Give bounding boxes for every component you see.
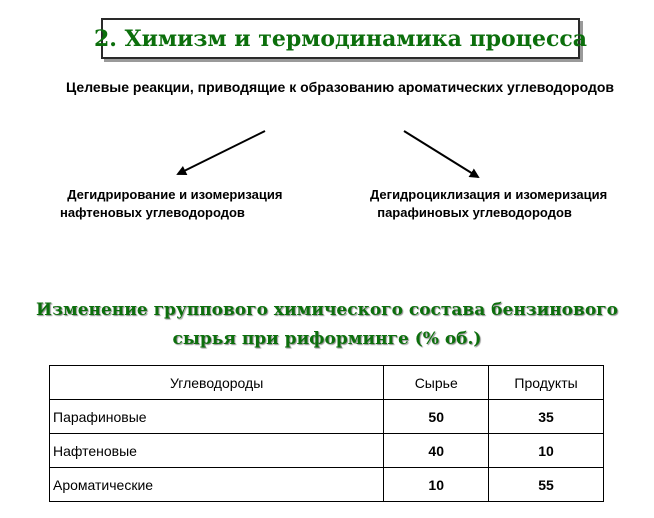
title-box (93, 18, 588, 59)
arrow-right (404, 131, 478, 177)
table-row (50, 434, 604, 468)
header-raw: Сырье (384, 366, 489, 400)
table-caption-line2: сырья при риформинге (% об.) (172, 329, 482, 349)
row-name: Нафтеновые (50, 434, 384, 468)
header-products: Продукты (489, 366, 604, 400)
header-hydrocarbons: Углеводороды (50, 366, 384, 400)
page-title: 2. Химизм и термодинамика процесса (93, 25, 588, 52)
composition-table (49, 365, 604, 502)
row-raw: 40 (384, 434, 489, 468)
row-raw: 10 (384, 468, 489, 502)
intro-text: Целевые реакции, приводящие к образованию ароматических углеводородов (66, 79, 614, 95)
table-caption-line1: Изменение группового химического состава бензинового (36, 300, 618, 320)
branch-right-text: Дегидроциклизация и изомеризация парафиновых углеводородов (370, 187, 608, 220)
branch-left-text: Дегидрирование и изомеризация нафтеновых углеводородов (60, 187, 283, 220)
row-products: 55 (489, 468, 604, 502)
arrow-left (178, 131, 265, 174)
table-caption (0, 296, 654, 354)
table-header-row (50, 366, 604, 400)
row-name: Парафиновые (50, 400, 384, 434)
table-row (50, 468, 604, 502)
row-raw: 50 (384, 400, 489, 434)
row-name: Ароматические (50, 468, 384, 502)
table-row (50, 400, 604, 434)
row-products: 10 (489, 434, 604, 468)
row-products: 35 (489, 400, 604, 434)
